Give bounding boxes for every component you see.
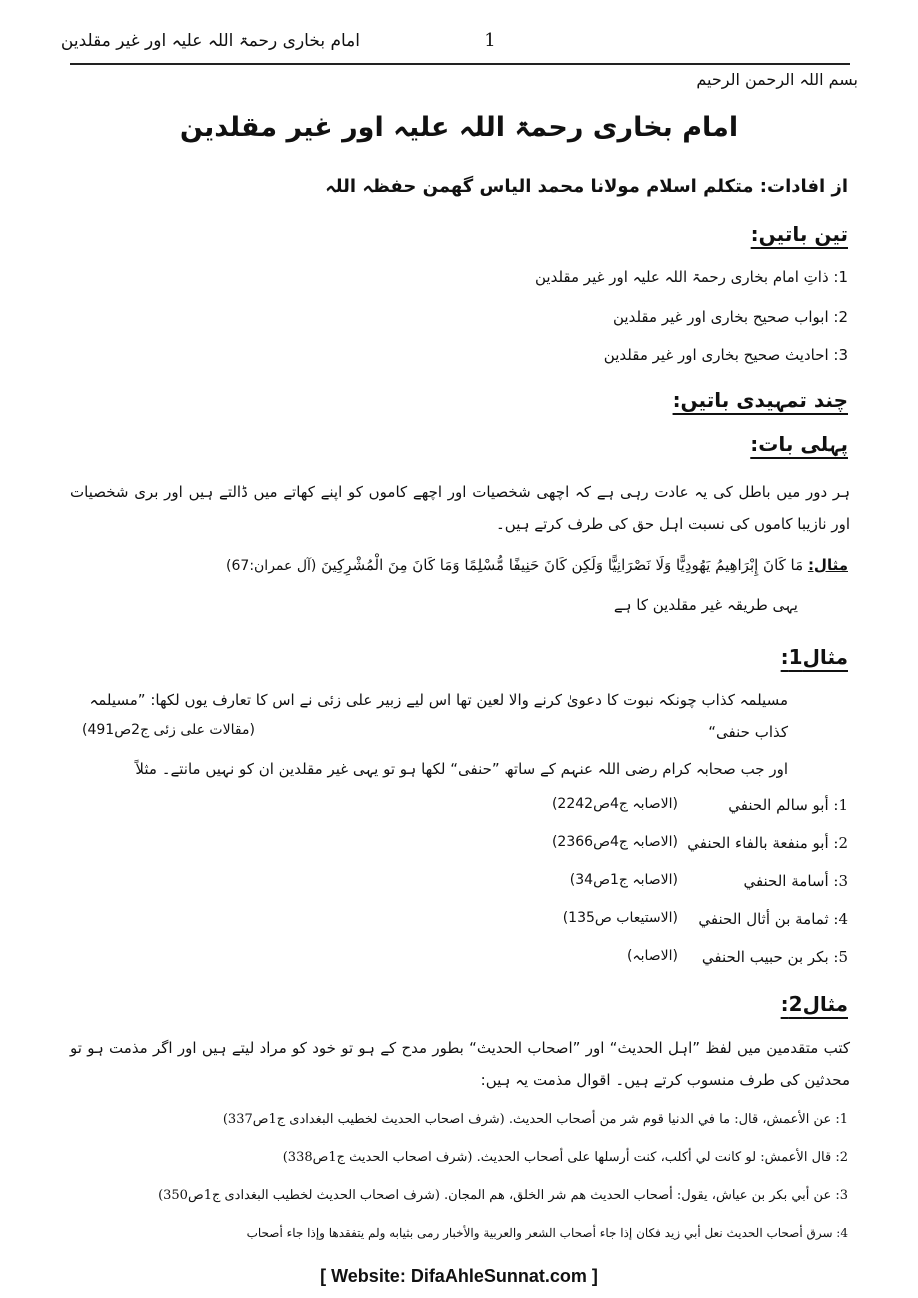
example1-line2: اور جب صحابہ کرام رضی اللہ عنہم کے ساتھ ”حنفی“ لکھا ہو تو یہی غیر مقلدین ان کو نہیں مانتے۔ مثلاً <box>135 760 788 778</box>
heading-first-point: پہلی بات: <box>750 432 848 456</box>
byline: از افادات: متکلم اسلام مولانا محمد الیاس گھمن حفظہ اللہ <box>325 176 848 197</box>
companion-name: 2: أبو منفعة بالفاء الحنفي <box>687 834 848 852</box>
example-line <box>226 556 848 574</box>
example2-paragraph: کتب متقدمین میں لفظ ”اہل الحدیث“ اور ”اصحاب الحدیث“ بطور مدح کے ہو تو خود کو مراد لیتے ہیں اور اگر مذمت ہو تو محدثین کی طرف منسوب کرتے ہیں۔ اقوال مذمت یہ ہیں: <box>70 1039 850 1089</box>
page-number: 1 <box>484 30 496 51</box>
companion-ref: (الاصابہ ج4ص2242) <box>551 796 678 812</box>
running-header-title: امام بخاری رحمۃ اللہ علیہ اور غیر مقلدین <box>60 31 360 51</box>
header-rule <box>70 63 850 65</box>
heading-three-points: تین باتیں: <box>750 222 848 246</box>
page-title: امام بخاری رحمۃ اللہ علیہ اور غیر مقلدین <box>179 112 739 143</box>
quran-verse: مَا كَانَ إِبْرَاهِيمُ يَهُودِيًّا وَلَا نَصْرَانِيًّا وَلَكِن كَانَ حَنِيفًا مُّسْلِمًا وَمَا كَانَ مِنَ الْمُشْرِكِينَ <box>321 556 804 574</box>
website-footer: [ Website: DifaAhleSunnat.com ] <box>320 1266 598 1286</box>
companion-name: 1: أبو سالم الحنفي <box>728 796 848 814</box>
quote-item: 3: عن أبي بكر بن عياش، يقول: أصحاب الحديث هم شر الخلق، هم المجان. (شرف اصحاب الحدیث لخطیب البغدادی ج1ص350) <box>158 1188 848 1203</box>
verse-reference: (آل عمران:67) <box>226 558 317 574</box>
companion-name: 3: أسامة الحنفي <box>743 872 848 890</box>
heading-example-1: مثال1: <box>780 645 848 669</box>
point-item: 1: ذاتِ امام بخاری رحمۃ اللہ علیہ اور غیر مقلدین <box>534 268 848 286</box>
quote-item: 4: سرق أصحاب الحديث نعل أبي زيد فكان إذا جاء أصحاب الشعر والعربية والأخبار رمى بثيابه ولم يتفقدها وإذا جاء أصحاب <box>246 1226 848 1240</box>
quote-item: 1: عن الأعمش، قال: ما في الدنيا قوم شر من أصحاب الحديث. (شرف اصحاب الحدیث لخطیب البغدادی ج1ص337) <box>222 1112 848 1127</box>
companion-ref: (الاصابہ) <box>626 948 678 964</box>
example-note: یہی طریقہ غیر مقلدین کا ہے <box>613 596 798 614</box>
example1-paragraph: مسیلمہ کذاب چونکہ نبوت کا دعویٰ کرنے والا لعین تھا اس لیے زبیر علی زئی نے اس کا تعارف یوں لکھا: ”مسیلمہ کذاب حنفی“ <box>89 691 788 741</box>
example1-reference: (مقالات علی زئی ج2ص491) <box>82 722 255 738</box>
heading-intro: چند تمہیدی باتیں: <box>672 388 848 412</box>
heading-example-2: مثال2: <box>780 992 848 1016</box>
first-point-paragraph: ہر دور میں باطل کی یہ عادت رہی ہے کہ اچھی شخصیات اور اچھے کاموں کو اپنے کھاتے میں ڈالتے ہیں اور بری شخصیات اور نازیبا کاموں کی نسبت اہل حق کی طرف کرتے ہیں۔ <box>70 483 850 533</box>
point-item: 2: ابواب صحیح بخاری اور غیر مقلدین <box>613 308 848 326</box>
point-item: 3: احادیث صحیح بخاری اور غیر مقلدین <box>603 346 848 364</box>
companion-name: 5: بكر بن حبيب الحنفي <box>701 948 848 966</box>
companion-ref: (الاستیعاب ص135) <box>562 910 678 926</box>
companion-ref: (الاصابہ ج1ص34) <box>569 872 678 888</box>
example-label: مثال: <box>807 556 848 574</box>
companion-name: 4: ثمامة بن أثال الحنفي <box>698 910 848 928</box>
companion-ref: (الاصابہ ج4ص2366) <box>551 834 678 850</box>
bismillah: بسم اللہ الرحمن الرحیم <box>696 70 858 89</box>
quote-item: 2: قال الأعمش: لو كانت لي أكلب، كنت أرسلها على أصحاب الحديث. (شرف اصحاب الحدیث ج1ص338) <box>282 1150 848 1165</box>
